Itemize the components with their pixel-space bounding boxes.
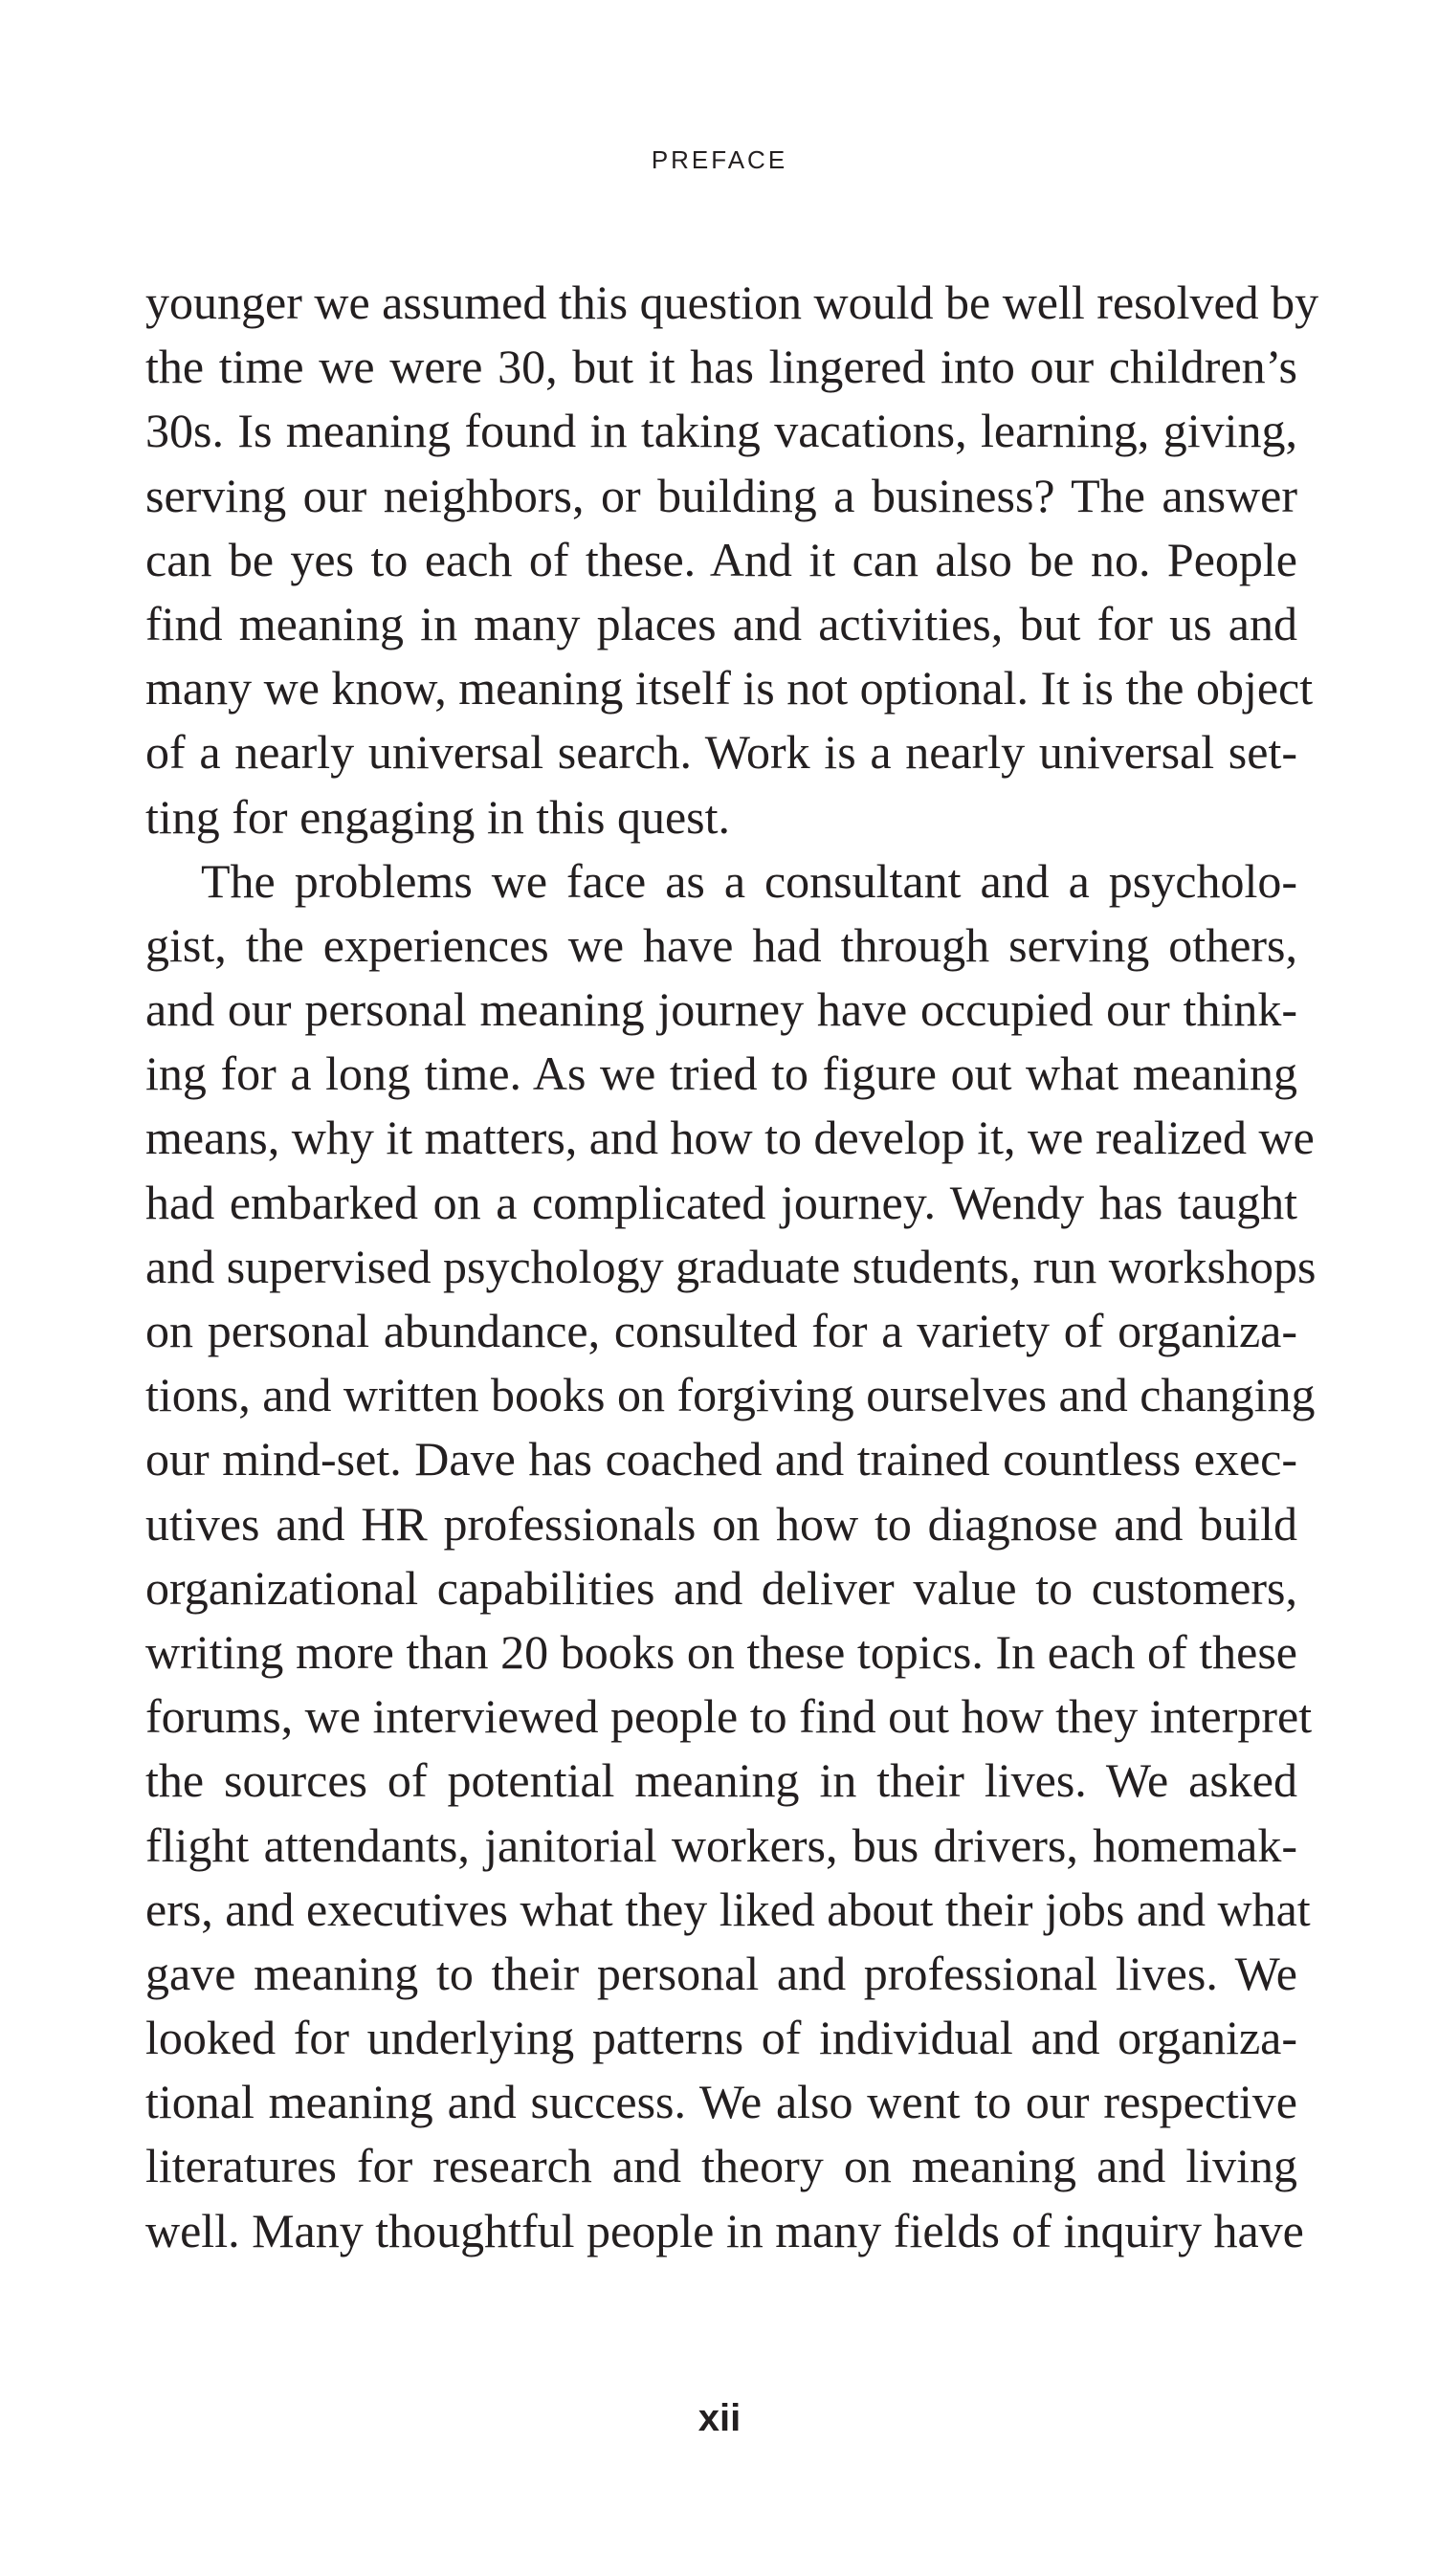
- text-line: tional meaning and success. We also went to our respective: [145, 2075, 1297, 2129]
- text-line: the time we were 30, but it has lingered into our children’s: [145, 340, 1297, 394]
- text-line: can be yes to each of these. And it can also be no. People: [145, 532, 1297, 586]
- text-line: 30s. Is meaning found in taking vacations, learning, giving,: [145, 404, 1297, 458]
- paragraph-1: [145, 271, 1319, 849]
- text-line: well. Many thoughtful people in many fields of inquiry have: [145, 2203, 1304, 2257]
- text-line: gave meaning to their personal and professional lives. We: [145, 1946, 1297, 2000]
- text-line: find meaning in many places and activities, but for us and: [145, 596, 1297, 650]
- text-line: the sources of potential meaning in their lives. We asked: [145, 1753, 1297, 1808]
- text-line: ing for a long time. As we tried to figure out what meaning: [145, 1046, 1297, 1101]
- text-line: and supervised psychology graduate students, run workshops: [145, 1239, 1317, 1293]
- text-line: tions, and written books on forgiving ourselves and changing: [145, 1368, 1316, 1422]
- text-line: The problems we face as a consultant and a psycholo-: [201, 853, 1297, 908]
- text-line: writing more than 20 books on these topics. In each of these: [145, 1624, 1297, 1679]
- body-text: [145, 271, 1319, 2263]
- text-line: serving our neighbors, or building a business? The answer: [145, 468, 1297, 522]
- running-head: PREFACE: [651, 145, 788, 174]
- text-line: had embarked on a complicated journey. Wendy has taught: [145, 1175, 1297, 1229]
- text-line: utives and HR professionals on how to diagnose and build: [145, 1496, 1297, 1551]
- text-line: ting for engaging in this quest.: [145, 789, 731, 844]
- text-line: gist, the experiences we have had through serving others,: [145, 917, 1297, 972]
- text-line: on personal abundance, consulted for a variety of organiza-: [145, 1304, 1297, 1357]
- page-number: xii: [697, 2397, 742, 2439]
- text-line: and our personal meaning journey have occupied our think-: [145, 982, 1297, 1037]
- text-line: younger we assumed this question would be well resolved by: [145, 275, 1319, 329]
- text-line: forums, we interviewed people to find out how they interpret: [145, 1689, 1313, 1744]
- text-line: our mind-set. Dave has coached and trained countless exec-: [145, 1432, 1297, 1486]
- text-line: organizational capabilities and deliver value to customers,: [145, 1560, 1297, 1615]
- text-line: literatures for research and theory on meaning and living: [145, 2139, 1297, 2193]
- text-line: ers, and executives what they liked about their jobs and what: [145, 1882, 1311, 1936]
- text-line: flight attendants, janitorial workers, bus drivers, homemak-: [145, 1817, 1297, 1872]
- paragraph-2: [145, 849, 1317, 2263]
- text-line: looked for underlying patterns of individual and organiza-: [145, 2011, 1297, 2065]
- text-line: many we know, meaning itself is not optional. It is the object: [145, 661, 1314, 716]
- text-line: of a nearly universal search. Work is a nearly universal set-: [145, 725, 1297, 780]
- text-line: means, why it matters, and how to develop it, we realized we: [145, 1111, 1315, 1165]
